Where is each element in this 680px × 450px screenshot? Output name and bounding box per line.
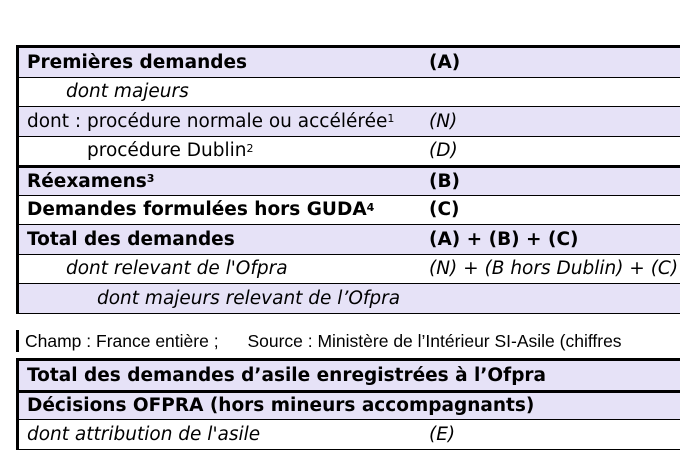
row-label: dont attribution de l'asile xyxy=(27,423,261,445)
table-row xyxy=(19,166,680,196)
table-row xyxy=(19,196,680,226)
row-label: Décisions OFPRA (hors mineurs accompagnants) xyxy=(27,395,535,417)
demandes-table xyxy=(16,45,680,314)
source-text: Source : Ministère de l’Intérieur SI-Asile (chiffres xyxy=(247,331,622,351)
row-label: dont : procédure normale ou accélérée $^1$ xyxy=(27,110,395,132)
row-label: procédure Dublin $^2$ xyxy=(87,140,254,162)
row-label: Total des demandes d’asile enregistrées à l’Ofpra xyxy=(27,364,547,386)
row-label: Demandes formulées hors GUDA $^4$ xyxy=(27,199,375,221)
row-value: (A) + (B) + (C) xyxy=(429,228,579,250)
table-row xyxy=(19,137,680,167)
table-row xyxy=(19,284,680,314)
table-row xyxy=(19,107,680,137)
row-label: dont majeurs relevant de l’Ofpra xyxy=(97,287,401,309)
row-label: Réexamens $^3$ xyxy=(27,170,155,192)
table-row xyxy=(19,78,680,108)
row-label: Premières demandes xyxy=(27,51,248,73)
table-row xyxy=(19,420,680,450)
row-value: (N) xyxy=(429,110,458,132)
row-value: (A) xyxy=(429,51,461,73)
ofpra-table xyxy=(16,358,680,450)
row-label: dont majeurs xyxy=(66,81,189,103)
row-value: (N) + (B hors Dublin) + (C) xyxy=(429,258,679,280)
source-note xyxy=(16,330,680,352)
table-row xyxy=(19,225,680,255)
table-row xyxy=(19,255,680,285)
table-row xyxy=(19,48,680,78)
row-value: (C) xyxy=(429,199,460,221)
row-value: (D) xyxy=(429,140,458,162)
table-row xyxy=(19,391,680,421)
champ-text: Champ : France entière ; xyxy=(25,331,219,351)
row-label: Total des demandes xyxy=(27,228,235,250)
row-label: dont relevant de l'Ofpra xyxy=(66,258,288,280)
table-row xyxy=(19,361,680,391)
row-value: (B) xyxy=(429,170,461,192)
row-value: (E) xyxy=(429,423,456,445)
